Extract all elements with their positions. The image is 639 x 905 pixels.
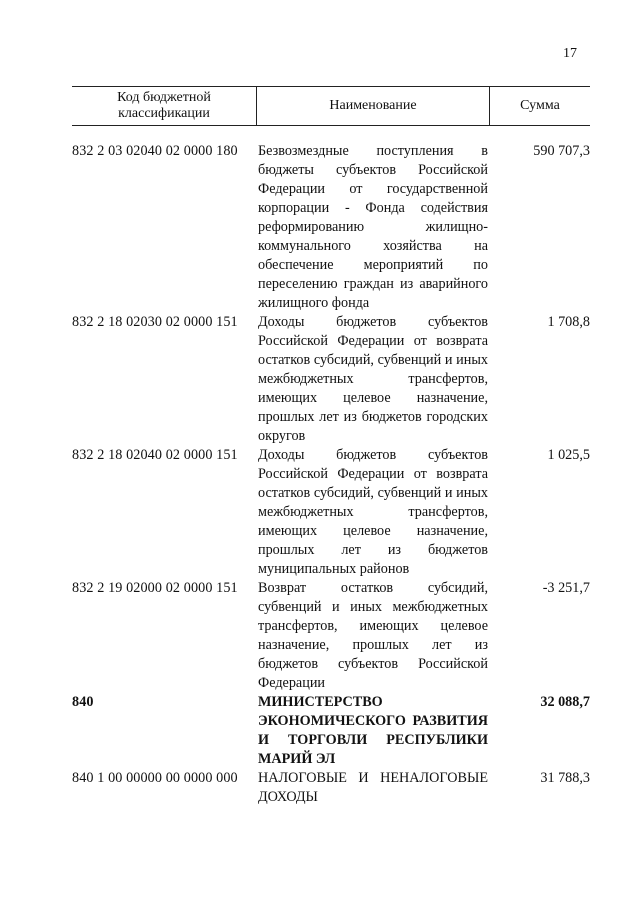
row-name: Доходы бюджетов субъектов Российской Федерации от возврата остатков субсидий, субвенций и иных межбюджетных трансфертов, имеющих целевое назначение, прошлых лет из бюджетов городских округов <box>258 314 488 444</box>
row-sum: -3 251,7 <box>542 580 590 596</box>
row-code: 840 <box>72 694 94 710</box>
table-row <box>72 142 590 313</box>
header-sum: Сумма <box>520 98 560 113</box>
row-code: 832 2 18 02030 02 0000 151 <box>72 314 238 330</box>
row-code: 832 2 19 02000 02 0000 151 <box>72 580 238 596</box>
row-name: НАЛОГОВЫЕ И НЕНАЛОГОВЫЕ ДОХОДЫ <box>258 770 488 805</box>
row-name: Возврат остатков субсидий, субвенций и иных межбюджетных трансфертов, имеющих целевое назначение, прошлых лет из бюджетов субъектов Российской Федерации <box>258 580 488 691</box>
row-code: 840 1 00 00000 00 0000 000 <box>72 770 238 786</box>
row-name: Безвозмездные поступления в бюджеты субъектов Российской Федерации от государственной корпорации - Фонда содействия реформированию жилищно-коммунального хозяйства на обеспечение мероприятий по переселению граждан из аварийного жилищного фонда <box>258 143 488 311</box>
header-code: Код бюджетной классификации <box>72 87 257 125</box>
budget-table <box>72 86 590 807</box>
row-sum: 31 788,3 <box>540 770 590 786</box>
row-sum: 1 708,8 <box>547 314 590 330</box>
table-row-ministry <box>72 693 590 769</box>
table-row <box>72 446 590 579</box>
table-row <box>72 313 590 446</box>
row-name: МИНИСТЕРСТВО ЭКОНОМИЧЕСКОГО РАЗВИТИЯ И ТОРГОВЛИ РЕСПУБЛИКИ МАРИЙ ЭЛ <box>258 694 488 767</box>
row-sum: 32 088,7 <box>540 694 590 710</box>
table-row <box>72 579 590 693</box>
row-code: 832 2 18 02040 02 0000 151 <box>72 447 238 463</box>
table-body <box>72 142 590 807</box>
table-header <box>72 86 590 126</box>
row-name: Доходы бюджетов субъектов Российской Федерации от возврата остатков субсидий, субвенций и иных межбюджетных трансфертов, имеющих целевое назначение, прошлых лет из бюджетов муниципальных районов <box>258 447 488 577</box>
header-name: Наименование <box>257 87 490 125</box>
table-row <box>72 769 590 807</box>
page-number: 17 <box>563 46 577 61</box>
row-sum: 590 707,3 <box>533 143 590 159</box>
row-code: 832 2 03 02040 02 0000 180 <box>72 143 238 159</box>
row-sum: 1 025,5 <box>547 447 590 463</box>
